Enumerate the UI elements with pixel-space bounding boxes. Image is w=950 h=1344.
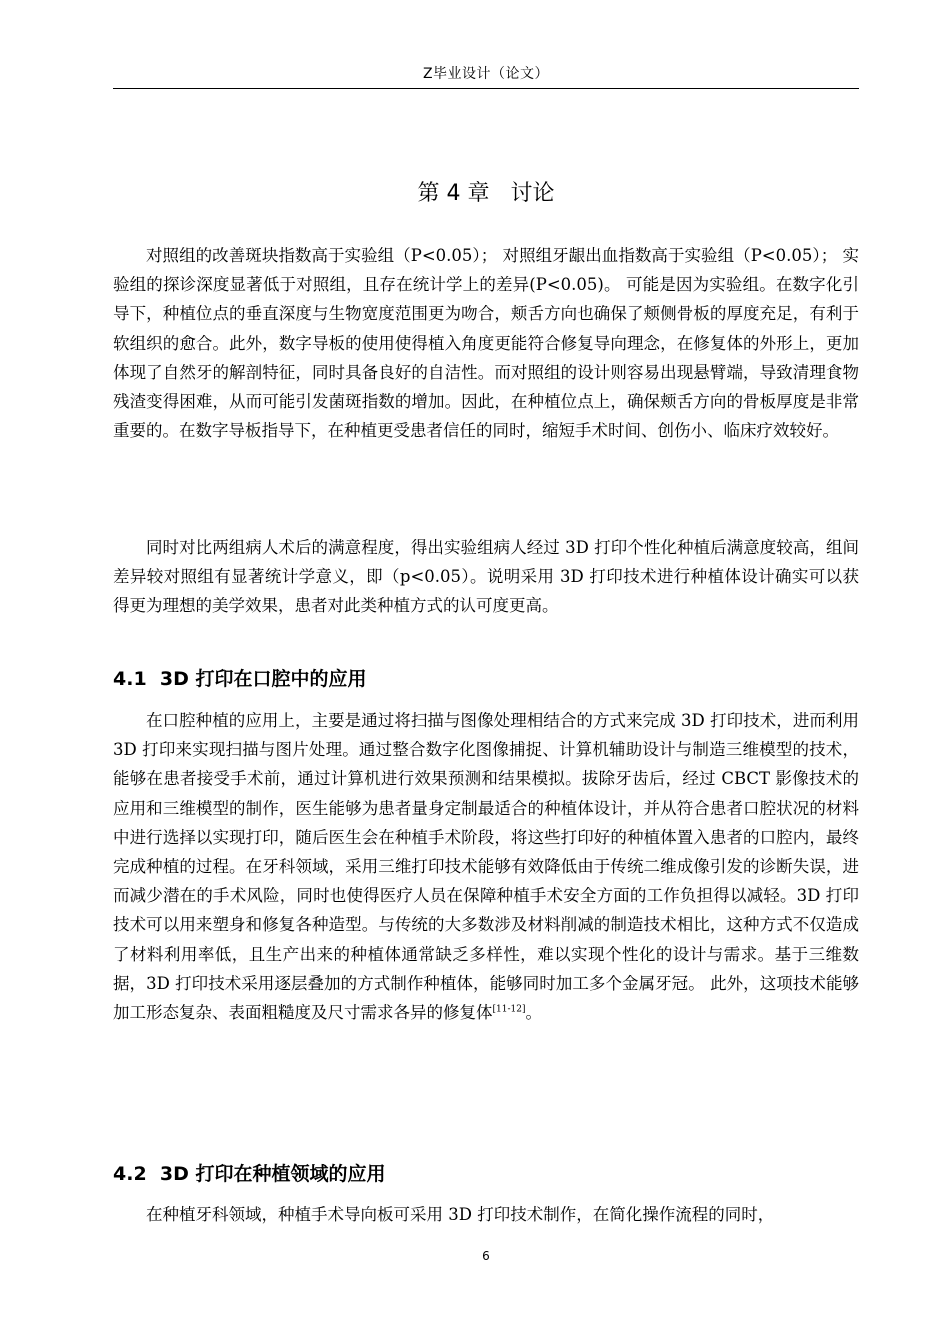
paragraph-discussion-2: 同时对比两组病人术后的满意程度，得出实验组病人经过 3D 打印个性化种植后满意度较高，组间差异较对照组有显著统计学意义，即（p<0.05）。说明采用 3D 打印技术进行种植体设计确实可以获得更为理想的美学效果，患者对此类种植方式的认可度更高。	[113, 538, 859, 616]
page-number: 6	[482, 1249, 490, 1263]
paragraph-section-4-1	[113, 706, 859, 1027]
paragraph-section-4-1-end: 。	[525, 1003, 542, 1023]
page-header: Z毕业设计（论文）	[422, 66, 550, 82]
header-divider	[113, 88, 859, 89]
section-heading-4-2: 4.2 3D 打印在种植领域的应用	[113, 1163, 386, 1185]
paragraph-section-4-2: 在种植牙科领域，种植手术导向板可采用 3D 打印技术制作，在简化操作流程的同时，	[146, 1205, 775, 1224]
chapter-title: 第 4 章 讨论	[417, 181, 555, 206]
section-heading-4-1: 4.1 3D 打印在口腔中的应用	[113, 668, 367, 690]
paragraph-section-4-1-text: 在口腔种植的应用上，主要是通过将扫描与图像处理相结合的方式来完成 3D 打印技术，进而利用 3D 打印来实现扫描与图片处理。通过整合数字化图像捕捉、计算机辅助设计与制造三维模型的技术，能够在患者接受手术前，通过计算机进行效果预测和结果模拟。拔除牙齿后，经过 CBCT 影像技术的应用和三维模型的制作，医生能够为患者量身定制最适合的种植体设计，并从符合患者口腔状况的材料中进行选择以实现打印，随后医生会在种植手术阶段，将这些打印好的种植体置入患者的口腔内，最终完成种植的过程。在牙科领域，采用三维打印技术能够有效降低由于传统二维成像引发的诊断失误，进而减少潜在的手术风险，同时也使得医疗人员在保障种植手术安全方面的工作负担得以减轻。3D 打印技术可以用来塑身和修复各种造型。与传统的大多数涉及材料削减的制造技术相比，这种方式不仅造成了材料利用率低，且生产出来的种植体通常缺乏多样性，难以实现个性化的设计与需求。基于三维数据，3D 打印技术采用逐层叠加的方式制作种植体，能够同时加工多个金属牙冠。 此外，这项技术能够加工形态复杂、表面粗糙度及尺寸需求各异的修复体	[113, 711, 859, 1023]
citation-reference: [11-12]	[492, 1004, 526, 1015]
paragraph-discussion-1: 对照组的改善斑块指数高于实验组（P<0.05）； 对照组牙龈出血指数高于实验组（P<0.05）； 实验组的探诊深度显著低于对照组，且存在统计学上的差异(P<0.05)。 可能是因为实验组。在数字化引导下，种植位点的垂直深度与生物宽度范围更为吻合，颊舌方向也确保了颊侧骨板的厚度充足，有利于软组织的愈合。此外，数字导板的使用使得植入角度更能符合修复导向理念，在修复体的外形上，更加体现了自然牙的解剖特征，同时具备良好的自洁性。而对照组的设计则容易出现悬臂端，导致清理食物残渣变得困难，从而可能引发菌斑指数的增加。因此，在种植位点上，确保颊舌方向的骨板厚度是非常重要的。在数字导板指导下，在种植更受患者信任的同时，缩短手术时间、创伤小、临床疗效较好。	[113, 246, 859, 441]
